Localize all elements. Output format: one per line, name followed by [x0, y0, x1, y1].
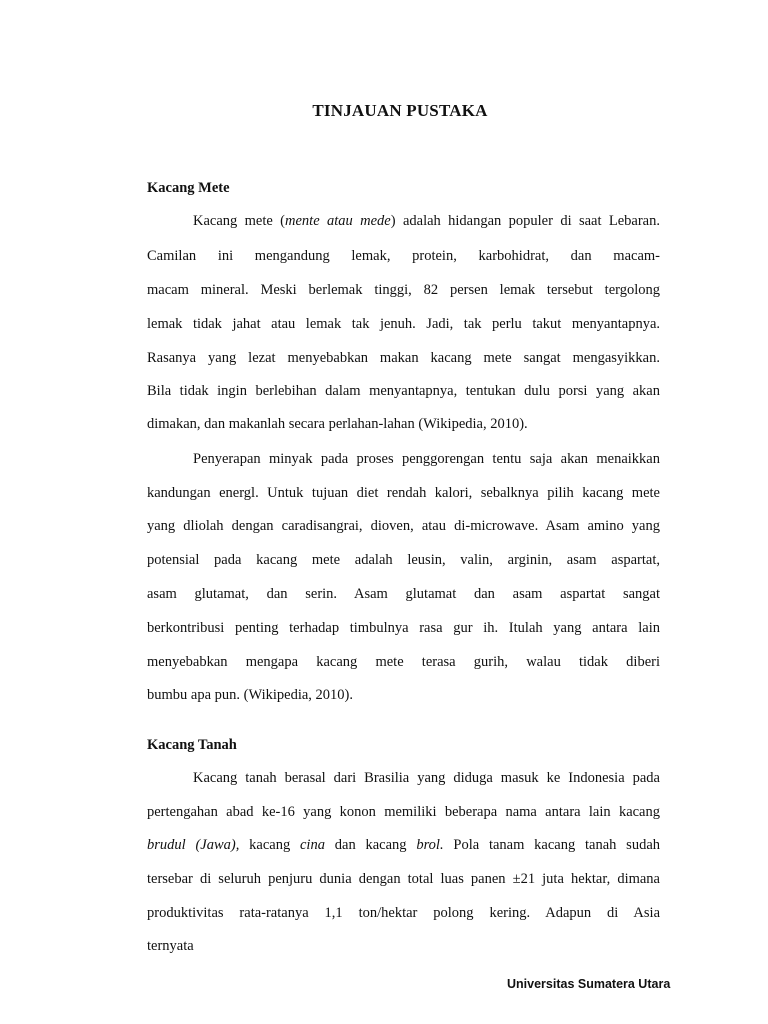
paragraph-line: ternyata: [147, 938, 194, 954]
paragraph-line: kandungan energl. Untuk tujuan diet rendah kalori, sebalknya pilih kacang mete: [147, 485, 660, 501]
paragraph-line: produktivitas rata-ratanya 1,1 ton/hektar polong kering. Adapun di Asia: [147, 905, 660, 921]
footer-university: Universitas Sumatera Utara: [507, 977, 671, 991]
paragraph-line: lemak tidak jahat atau lemak tak jenuh. Jadi, tak perlu takut menyantapnya.: [147, 316, 660, 332]
paragraph-line: Penyerapan minyak pada proses penggorengan tentu saja akan menaikkan: [193, 451, 660, 467]
paragraph-line: tersebar di seluruh penjuru dunia dengan total luas panen ±21 juta hektar, dimana: [147, 871, 660, 887]
paragraph-line: Kacang tanah berasal dari Brasilia yang diduga masuk ke Indonesia pada: [193, 770, 660, 786]
paragraph-line: potensial pada kacang mete adalah leusin, valin, arginin, asam aspartat,: [147, 552, 660, 568]
paragraph-line: Camilan ini mengandung lemak, protein, karbohidrat, dan macam-: [147, 248, 660, 264]
page-title: TINJAUAN PUSTAKA: [312, 101, 488, 120]
paragraph-line: menyebabkan mengapa kacang mete terasa gurih, walau tidak diberi: [147, 654, 660, 670]
paragraph-line: yang dliolah dengan caradisangrai, dioven, atau di-microwave. Asam amino yang: [147, 518, 660, 534]
paragraph-line: berkontribusi penting terhadap timbulnya rasa gur ih. Itulah yang antara lain: [147, 620, 660, 636]
paragraph-line: Kacang mete (mente atau mede) adalah hidangan populer di saat Lebaran.: [193, 213, 660, 229]
section-heading-kacang-tanah: Kacang Tanah: [147, 737, 237, 753]
paragraph-line: asam glutamat, dan serin. Asam glutamat dan asam aspartat sangat: [147, 586, 660, 602]
paragraph-line: macam mineral. Meski berlemak tinggi, 82 persen lemak tersebut tergolong: [147, 282, 660, 298]
paragraph-line: bumbu apa pun. (Wikipedia, 2010).: [147, 687, 353, 703]
paragraph-line: Bila tidak ingin berlebihan dalam menyantapnya, tentukan dulu porsi yang akan: [147, 383, 660, 399]
paragraph-line: brudul (Jawa), kacang cina dan kacang brol. Pola tanam kacang tanah sudah: [147, 837, 661, 853]
section-heading-kacang-mete: Kacang Mete: [147, 180, 230, 196]
paragraph-line: Rasanya yang lezat menyebabkan makan kacang mete sangat mengasyikkan.: [147, 350, 660, 366]
paragraph-line: dimakan, dan makanlah secara perlahan-lahan (Wikipedia, 2010).: [147, 416, 528, 432]
paragraph-line: pertengahan abad ke-16 yang konon memiliki beberapa nama antara lain kacang: [147, 804, 660, 820]
